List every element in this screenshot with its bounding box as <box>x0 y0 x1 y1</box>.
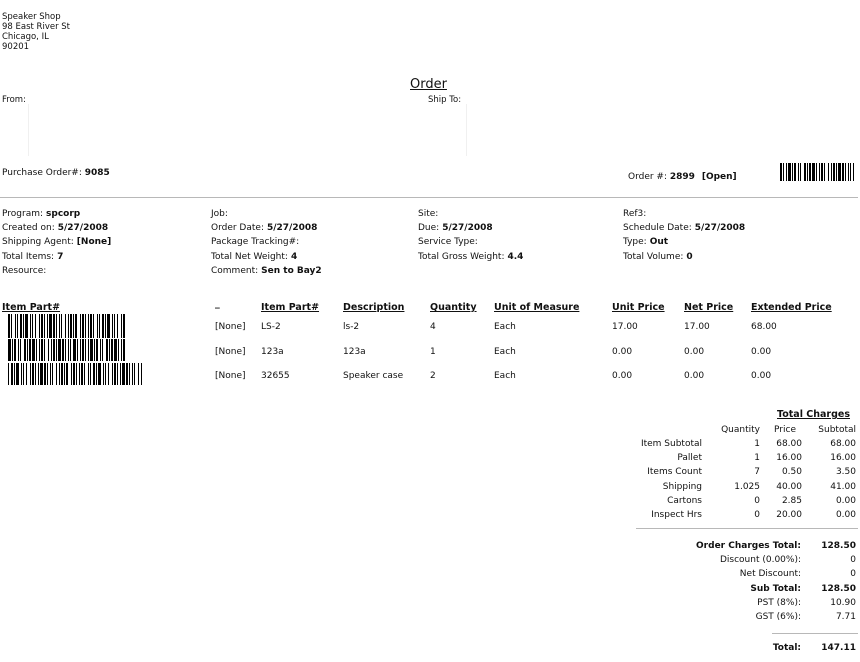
info-field-label: Resource: <box>2 265 47 276</box>
info-field-value: 5/27/2008 <box>266 223 318 234</box>
info-field <box>2 221 111 235</box>
charge-price: 0.50 <box>781 467 802 478</box>
charge-name: Inspect Hrs <box>651 510 702 520</box>
info-field-value: 4 <box>290 251 298 262</box>
totals-label: Order Charges Total: <box>696 541 801 551</box>
charge-price: 40.00 <box>776 481 802 492</box>
info-field <box>623 221 745 235</box>
info-field-label: Type: <box>623 237 647 248</box>
info-field <box>211 235 322 249</box>
cell-unit-price: 0.00 <box>612 347 633 357</box>
info-field-value: 5/27/2008 <box>442 223 493 234</box>
charge-quantity: 1 <box>754 439 760 449</box>
ship-to-box-edge <box>466 104 467 156</box>
info-field-label: Job: <box>211 209 228 219</box>
company-street: 98 East River St <box>2 22 71 32</box>
charge-name: Items Count <box>647 467 702 478</box>
totals-value: 128.50 <box>821 583 856 594</box>
charge-name: Pallet <box>677 453 702 464</box>
order-status: [Open] <box>701 172 737 182</box>
charge-subtotal: 0.00 <box>835 510 856 520</box>
charge-price: 20.00 <box>776 510 802 520</box>
info-field <box>418 221 523 235</box>
info-field <box>623 235 745 249</box>
info-field <box>211 264 322 278</box>
info-column-1 <box>2 207 111 278</box>
header-extended-price: Extended Price <box>751 302 832 313</box>
purchase-order-label: Purchase Order#: <box>2 168 82 178</box>
info-field-value: Out <box>649 237 669 248</box>
charge-quantity: 7 <box>754 467 760 478</box>
totals-value: 128.50 <box>821 541 856 551</box>
info-field <box>211 250 322 264</box>
cell-extended-price: 0.00 <box>751 371 772 381</box>
charge-quantity: 1 <box>754 453 760 464</box>
cell-net-price: 17.00 <box>684 322 710 332</box>
purchase-order <box>2 168 110 178</box>
item-barcode <box>8 314 126 338</box>
info-field <box>2 235 111 249</box>
charge-price: 68.00 <box>776 439 802 449</box>
header-quantity: Quantity <box>430 302 477 313</box>
info-field-value: 7 <box>57 251 64 262</box>
cell-quantity: 2 <box>430 371 436 381</box>
charge-name: Cartons <box>667 495 702 506</box>
charge-name: Shipping <box>662 481 702 492</box>
info-field <box>418 235 523 249</box>
cell-net-price: 0.00 <box>684 347 705 357</box>
totals-label: Net Discount: <box>739 569 801 580</box>
company-address <box>2 12 70 52</box>
item-barcode <box>8 339 126 361</box>
order-number <box>628 172 737 182</box>
cell-quantity: 1 <box>430 347 436 357</box>
totals-value: 0 <box>850 569 856 580</box>
info-field-label: Due: <box>418 223 440 234</box>
cell-extended-price: 0.00 <box>751 347 772 357</box>
totals-label: Sub Total: <box>750 583 801 594</box>
totals-label: PST (8%): <box>757 597 801 608</box>
info-field <box>418 250 523 264</box>
info-field <box>2 250 111 264</box>
header-unit-of-measure: Unit of Measure <box>494 302 580 313</box>
info-field-label: Total Gross Weight: <box>418 251 505 262</box>
cell-description: ls-2 <box>343 322 360 332</box>
charge-price: 2.85 <box>781 495 802 506</box>
header-dash: _ <box>215 298 220 309</box>
cell-uom: Each <box>494 371 516 381</box>
info-field-label: Total Net Weight: <box>211 251 288 262</box>
info-field-label: Total Items: <box>2 251 55 262</box>
info-field <box>623 250 745 264</box>
charge-quantity: 1.025 <box>734 481 760 492</box>
info-field-value: 0 <box>686 251 693 262</box>
info-field-label: Ref3: <box>623 209 647 219</box>
charges-header-quantity: Quantity <box>721 425 760 435</box>
info-field <box>211 207 322 221</box>
info-field-label: Comment: <box>211 265 259 276</box>
info-field-value: Sen to Bay2 <box>261 265 322 276</box>
info-field-value: 5/27/2008 <box>694 223 746 234</box>
company-zip: 90201 <box>2 42 30 52</box>
charges-divider <box>636 528 858 529</box>
charge-subtotal: 41.00 <box>830 481 856 492</box>
cell-extended-price: 68.00 <box>751 322 777 332</box>
info-field-label: Shipping Agent: <box>2 237 74 248</box>
grand-total-label: Total: <box>772 643 801 653</box>
info-field-label: Service Type: <box>418 237 478 248</box>
info-field-label: Program: <box>2 209 44 219</box>
cell-description: Speaker case <box>343 371 404 381</box>
info-field-label: Total Volume: <box>623 251 684 262</box>
charge-quantity: 0 <box>754 510 760 520</box>
totals-value: 0 <box>850 555 856 566</box>
info-field-label: Site: <box>418 209 439 219</box>
info-field <box>418 207 523 221</box>
header-item-part: Item Part# <box>261 302 320 313</box>
from-label: From: <box>2 95 26 105</box>
charge-subtotal: 68.00 <box>830 439 856 449</box>
ship-to-label: Ship To: <box>428 95 462 105</box>
info-field <box>2 264 111 278</box>
cell-uom: Each <box>494 322 516 332</box>
order-number-label: Order #: <box>628 172 668 182</box>
info-field-label: Package Tracking#: <box>211 237 300 248</box>
info-field <box>2 207 111 221</box>
header-description: Description <box>343 302 405 313</box>
from-box-edge <box>28 104 29 156</box>
info-field-label: Order Date: <box>211 223 264 234</box>
charge-name: Item Subtotal <box>640 439 702 449</box>
info-field-value: 4.4 <box>507 251 524 262</box>
charges-header-price: Price <box>774 425 796 435</box>
totals-value: 7.71 <box>835 612 856 622</box>
cell-unit-price: 0.00 <box>612 371 633 381</box>
cell-item-part: 123a <box>261 347 284 357</box>
info-field-label: Created on: <box>2 223 55 234</box>
charge-quantity: 0 <box>754 495 760 506</box>
totals-label: Discount (0.00%): <box>719 555 801 566</box>
cell-prefix: [None] <box>215 371 246 381</box>
info-field-label: Schedule Date: <box>623 223 692 234</box>
order-number-value: 2899 <box>669 172 695 182</box>
cell-unit-price: 17.00 <box>612 322 638 332</box>
order-barcode <box>780 163 854 181</box>
info-field-value: 5/27/2008 <box>57 223 109 234</box>
header-unit-price: Unit Price <box>612 302 665 313</box>
cell-description: 123a <box>343 347 366 357</box>
header-divider <box>0 197 858 198</box>
totals-label: GST (6%): <box>755 612 801 622</box>
cell-uom: Each <box>494 347 516 357</box>
info-field-value: spcorp <box>46 209 81 219</box>
cell-quantity: 4 <box>430 322 436 332</box>
cell-net-price: 0.00 <box>684 371 705 381</box>
cell-item-part: LS-2 <box>261 322 281 332</box>
info-column-4 <box>623 207 745 264</box>
header-net-price: Net Price <box>684 302 734 313</box>
item-barcode <box>8 363 142 385</box>
info-field-value: [None] <box>76 237 112 248</box>
page-title: Order <box>410 77 447 92</box>
header-barcode-item-part: Item Part# <box>2 302 61 313</box>
charge-price: 16.00 <box>776 453 802 464</box>
charges-header-subtotal: Subtotal <box>818 425 856 435</box>
charge-subtotal: 16.00 <box>830 453 856 464</box>
grand-total-divider <box>772 633 858 634</box>
grand-total-value: 147.11 <box>821 643 856 653</box>
totals-value: 10.90 <box>830 597 856 608</box>
charge-subtotal: 3.50 <box>835 467 856 478</box>
charge-subtotal: 0.00 <box>835 495 856 506</box>
info-field <box>211 221 322 235</box>
info-column-3 <box>418 207 523 264</box>
cell-item-part: 32655 <box>261 371 290 381</box>
cell-prefix: [None] <box>215 347 246 357</box>
purchase-order-value: 9085 <box>84 168 110 178</box>
total-charges-title: Total Charges <box>777 409 850 420</box>
cell-prefix: [None] <box>215 322 246 332</box>
info-field <box>623 207 745 221</box>
company-city: Chicago, IL <box>2 32 49 42</box>
company-name: Speaker Shop <box>2 12 61 22</box>
info-column-2 <box>211 207 322 278</box>
